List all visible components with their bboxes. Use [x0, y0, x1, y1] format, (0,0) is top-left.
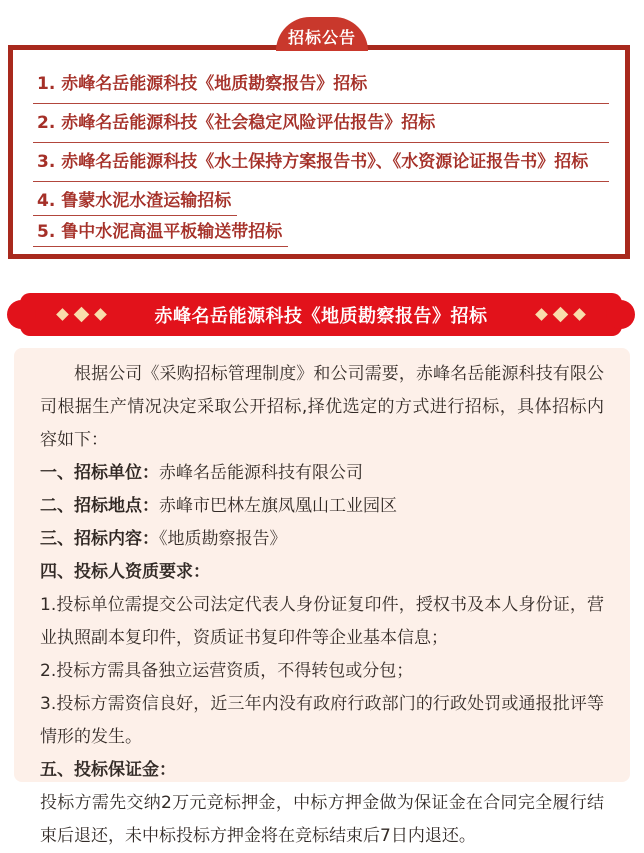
- diamond-icon: [553, 307, 569, 323]
- diamond-icon: [56, 308, 69, 321]
- section-title: 赤峰名岳能源科技《地质勘察报告》招标: [154, 305, 488, 327]
- tender-item-number: 4.: [37, 191, 56, 211]
- diamond-icon: [573, 308, 586, 321]
- info-label: 三、招标内容：: [40, 529, 159, 549]
- section4-item-2: 2.投标方需具备独立运营资质，不得转包或分包；: [40, 661, 414, 681]
- tender-item-title: 赤峰名岳能源科技《地质勘察报告》招标: [61, 74, 368, 94]
- tender-item-title: 赤峰名岳能源科技《水土保持方案报告书》、《水资源论证报告书》招标: [61, 152, 589, 172]
- diamond-group-left: [58, 293, 105, 336]
- diamond-icon: [535, 308, 548, 321]
- info-line-unit: [40, 457, 604, 490]
- tender-item-title: 鲁蒙水泥水渣运输招标: [61, 191, 232, 211]
- banner-endcap-left: [7, 300, 36, 329]
- banner-endcap-right: [606, 300, 635, 329]
- section4-item-3: 3.投标方需资信良好，近三年内没有政府行政部门的行政处罚或通报批评等情形的发生。: [40, 694, 604, 747]
- section5-body: 投标方需先交纳2万元竞标押金，中标方押金做为保证金在合同完全履行结束后退还，未中标投标方押金将在竞标结束后7日内退还。: [40, 793, 604, 846]
- tender-item-number: 3.: [37, 152, 56, 172]
- tender-list-item-1[interactable]: [33, 74, 609, 104]
- info-line-content: [40, 523, 604, 556]
- info-label: 一、招标单位：: [40, 463, 159, 483]
- announcement-badge: [276, 17, 368, 51]
- intro-paragraph: 根据公司《采购招标管理制度》和公司需要，赤峰名岳能源科技有限公司根据生产情况决定采取公开招标,择优选定的方式进行招标，具体招标内容如下：: [40, 364, 604, 450]
- tender-list-item-5[interactable]: [33, 222, 288, 247]
- diamond-icon: [94, 308, 107, 321]
- info-value: 《地质勘察报告》: [159, 529, 287, 549]
- tender-item-number: 2.: [37, 113, 56, 133]
- section4-item-1: 1.投标单位需提交公司法定代表人身份证复印件，授权书及本人身份证，营业执照副本复印件，资质证书复印件等企业基本信息；: [40, 595, 604, 648]
- announcement-body-panel: [14, 348, 630, 846]
- tender-item-title: 鲁中水泥高温平板输送带招标: [61, 222, 283, 242]
- tender-item-number: 5.: [37, 222, 56, 242]
- tender-item-number: 1.: [37, 74, 56, 94]
- section4-title: 四、投标人资质要求：: [40, 562, 210, 582]
- announcement-badge-label: 招标公告: [287, 28, 356, 47]
- diamond-icon: [74, 307, 90, 323]
- info-value: 赤峰市巴林左旗凤凰山工业园区: [159, 496, 397, 516]
- tender-list-item-2[interactable]: [33, 113, 609, 143]
- section-title-banner: [20, 293, 622, 336]
- tender-list-box: [8, 45, 630, 259]
- info-label: 二、招标地点：: [40, 496, 159, 516]
- tender-list-item-3[interactable]: [33, 152, 609, 182]
- info-line-location: [40, 490, 604, 523]
- tender-list-item-4[interactable]: [33, 191, 237, 216]
- tender-item-title: 赤峰名岳能源科技《社会稳定风险评估报告》招标: [61, 113, 436, 133]
- section5-title: 五、投标保证金：: [40, 760, 176, 780]
- info-value: 赤峰名岳能源科技有限公司: [159, 463, 363, 483]
- diamond-group-right: [537, 293, 584, 336]
